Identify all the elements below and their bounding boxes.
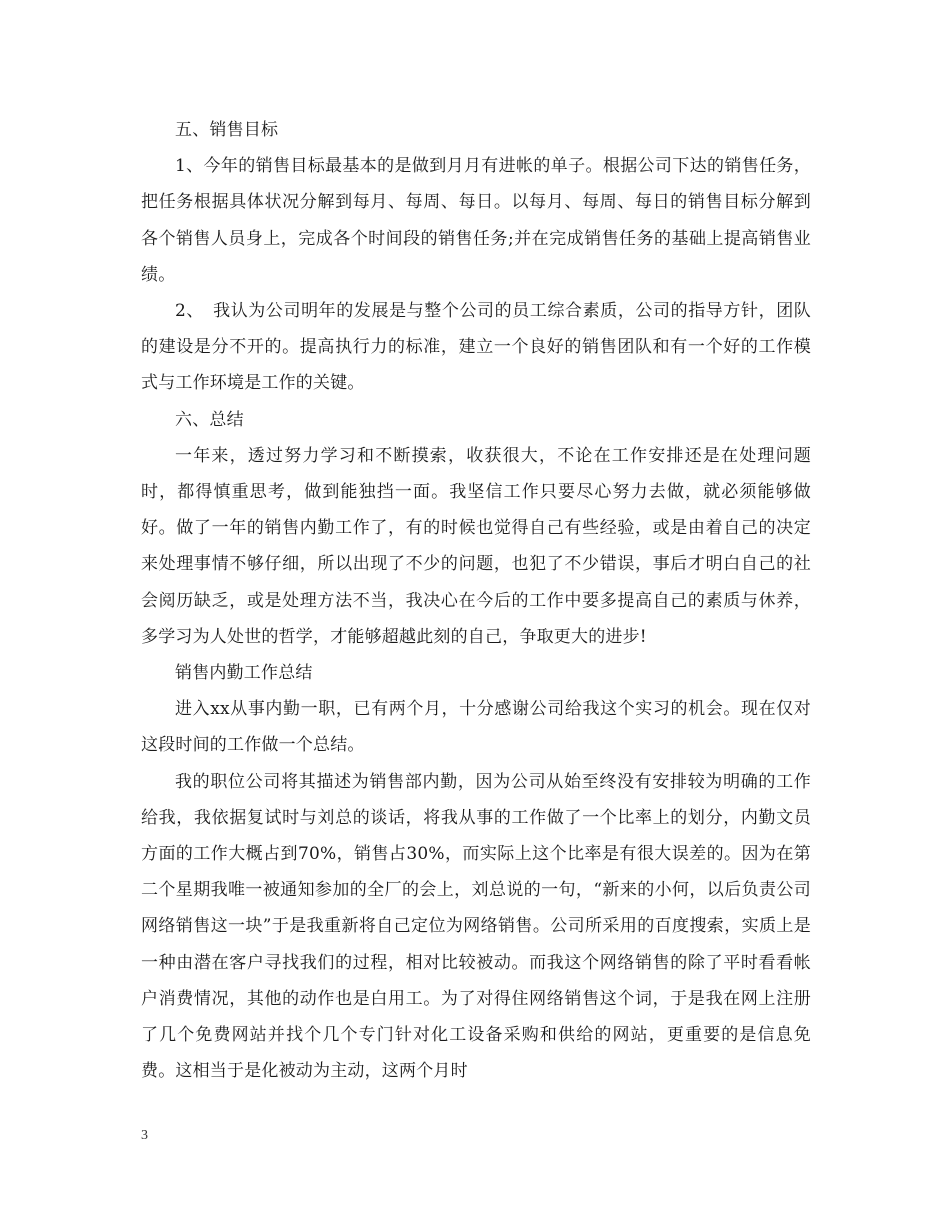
page-number: 3 <box>141 1128 148 1143</box>
document-body <box>141 112 811 1089</box>
paragraph-sales-goal-1: 1、今年的销售目标最基本的是做到月月有进帐的单子。根据公司下达的销售任务，把任务根据具体状况分解到每月、每周、每日。以每月、每周、每日的销售目标分解到各个销售人员身上，完成各个时间段的销售任务;并在完成销售任务的基础上提高销售业绩。 <box>141 156 811 285</box>
paragraph-office-role: 我的职位公司将其描述为销售部内勤，因为公司从始至终没有安排较为明确的工作给我，我依据复试时与刘总的谈话，将我从事的工作做了一个比率上的划分，内勤文员方面的工作大概占到70%，销售占30%，而实际上这个比率是有很大误差的。因为在第二个星期我唯一被通知参加的全厂的会上，刘总说的一句，“新来的小何，以后负责公司网络销售这一块”于是我重新将自己定位为网络销售。公司所采用的百度搜索，实质上是一种由潜在客户寻找我们的过程，相对比较被动。而我这个网络销售的除了平时看看帐户消费情况，其他的动作也是白用工。为了对得住网络销售这个词，于是我在网上注册了几个免费网站并找个几个专门针对化工设备采购和供给的网站，更重要的是信息免费。这相当于是化被动为主动，这两个月时 <box>141 771 811 1082</box>
section-heading-summary: 六、总结 <box>175 409 244 430</box>
section-heading-sales-goals: 五、销售目标 <box>175 120 279 140</box>
section-heading-office-summary: 销售内勤工作总结 <box>175 663 313 684</box>
paragraph-sales-goal-2: 2、 我认为公司明年的发展是与整个公司的员工综合素质，公司的指导方针，团队的建设是分不开的。提高执行力的标准，建立一个良好的销售团队和有一个好的工作模式与工作环境是工作的关键。 <box>141 301 811 394</box>
paragraph-summary: 一年来，透过努力学习和不断摸索，收获很大，不论在工作安排还是在处理问题时，都得慎重思考，做到能独挡一面。我坚信工作只要尽心努力去做，就必须能够做好。做了一年的销售内勤工作了，有的时候也觉得自己有些经验，或是由着自己的决定来处理事情不够仔细，所以出现了不少的问题，也犯了不少错误，事后才明白自己的社会阅历缺乏，或是处理方法不当，我决心在今后的工作中要多提高自己的素质与休养，多学习为人处世的哲学，才能够超越此刻的自己，争取更大的进步! <box>141 445 811 647</box>
paragraph-office-intro: 进入xx从事内勤一职，已有两个月，十分感谢公司给我这个实习的机会。现在仅对这段时间的工作做一个总结。 <box>141 699 811 756</box>
